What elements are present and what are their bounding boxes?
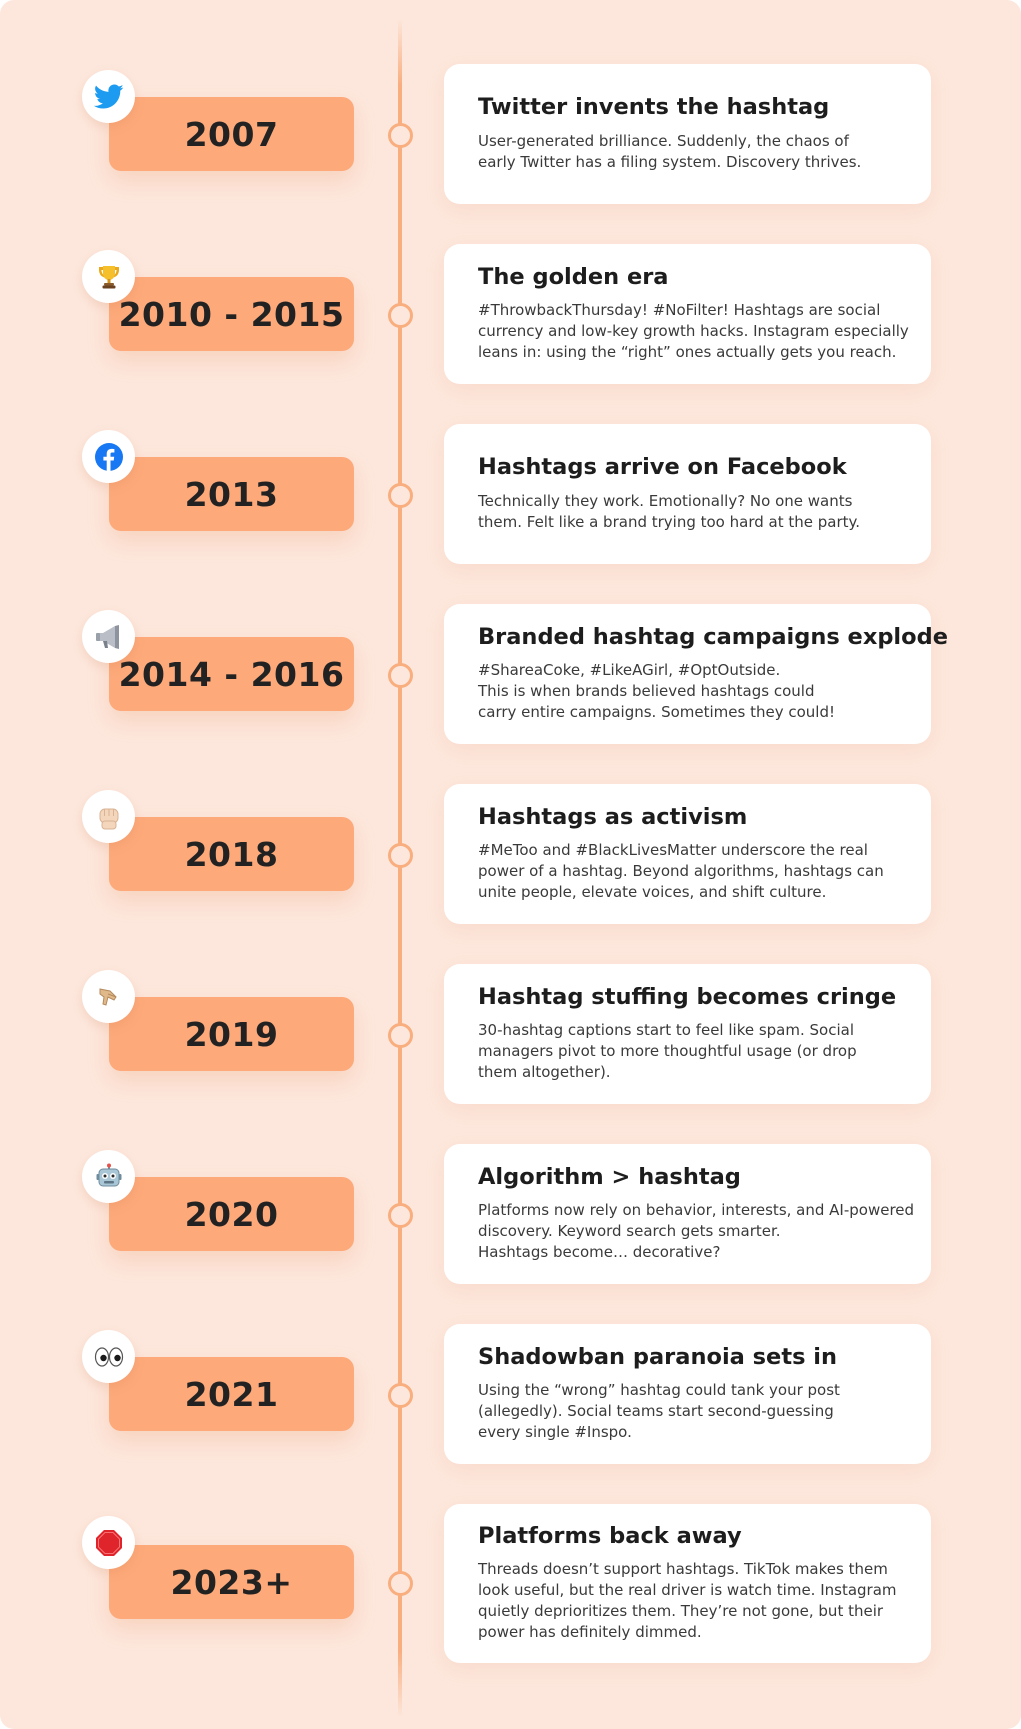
event-description: #ThrowbackThursday! #NoFilter! Hashtags are social currency and low-key growth hacks. Instagram especially leans in: using the “right” ones actually gets you reach. — [478, 301, 909, 362]
timeline-marker — [388, 1023, 413, 1048]
event-title: Hashtags arrive on Facebook — [478, 454, 847, 481]
event-title: Branded hashtag campaigns explode — [478, 623, 948, 650]
event-description: Using the “wrong” hashtag could tank your post (allegedly). Social teams start second-guessing every single #Inspo. — [478, 1381, 840, 1442]
year-pill: 2014 - 2016 — [109, 637, 354, 711]
eyes-icon — [82, 1330, 135, 1383]
event-card — [444, 244, 931, 384]
event-description: Technically they work. Emotionally? No one wants them. Felt like a brand trying too hard at the party. — [478, 491, 861, 531]
timeline-marker — [388, 843, 413, 868]
event-description: Platforms now rely on behavior, interests, and AI-powered discovery. Keyword search gets smarter. Hashtags become… decorative? — [478, 1201, 915, 1262]
timeline-marker — [388, 123, 413, 148]
year-pill: 2021 — [109, 1357, 354, 1431]
event-title: Shadowban paranoia sets in — [478, 1343, 838, 1370]
timeline-marker — [388, 483, 413, 508]
event-title: The golden era — [478, 263, 669, 290]
event-card — [444, 424, 931, 564]
event-description: #ShareaCoke, #LikeAGirl, #OptOutside. This is when brands believed hashtags could carry entire campaigns. Sometimes they could! — [478, 661, 835, 722]
timeline-marker — [388, 663, 413, 688]
year-pill: 2019 — [109, 997, 354, 1071]
event-title: Hashtags as activism — [478, 803, 748, 830]
year-pill: 2007 — [109, 97, 354, 171]
event-title: Twitter invents the hashtag — [478, 94, 830, 121]
event-card — [444, 1144, 931, 1284]
facebook-icon — [82, 430, 135, 483]
megaphone-icon — [82, 610, 135, 663]
robot-icon — [82, 1150, 135, 1203]
year-pill: 2010 - 2015 — [109, 277, 354, 351]
timeline-marker — [388, 1571, 413, 1596]
event-title: Algorithm > hashtag — [478, 1163, 741, 1190]
timeline-marker — [388, 1383, 413, 1408]
event-title: Platforms back away — [478, 1522, 742, 1549]
event-card — [444, 784, 931, 924]
timeline-marker — [388, 1203, 413, 1228]
raised-fist-icon — [82, 790, 135, 843]
event-card — [444, 1504, 931, 1663]
event-card — [444, 964, 931, 1104]
year-pill: 2020 — [109, 1177, 354, 1251]
hand-palm-icon — [82, 970, 135, 1023]
event-card — [444, 604, 948, 744]
year-pill: 2013 — [109, 457, 354, 531]
trophy-icon — [82, 250, 135, 303]
event-description: Threads doesn’t support hashtags. TikTok makes them look useful, but the real driver is watch time. Instagram quietly deprioritizes them. They’re not gone, but their power has definitely dimmed. — [478, 1560, 897, 1642]
timeline-axis-line — [398, 18, 402, 1718]
event-title: Hashtag stuffing becomes cringe — [478, 983, 897, 1010]
stop-sign-icon — [82, 1516, 135, 1569]
year-pill: 2018 — [109, 817, 354, 891]
event-description: 30-hashtag captions start to feel like spam. Social managers pivot to more thoughtful usage (or drop them altogether). — [478, 1021, 857, 1082]
year-pill: 2023+ — [109, 1545, 354, 1619]
twitter-bird-icon — [82, 70, 135, 123]
event-description: #MeToo and #BlackLivesMatter underscore the real power of a hashtag. Beyond algorithms, hashtags can unite people, elevate voices, and shift culture. — [478, 841, 884, 902]
timeline-marker — [388, 303, 413, 328]
event-description: User-generated brilliance. Suddenly, the chaos of early Twitter has a filing system. Discovery thrives. — [478, 131, 862, 171]
event-card — [444, 64, 931, 204]
event-card — [444, 1324, 931, 1464]
